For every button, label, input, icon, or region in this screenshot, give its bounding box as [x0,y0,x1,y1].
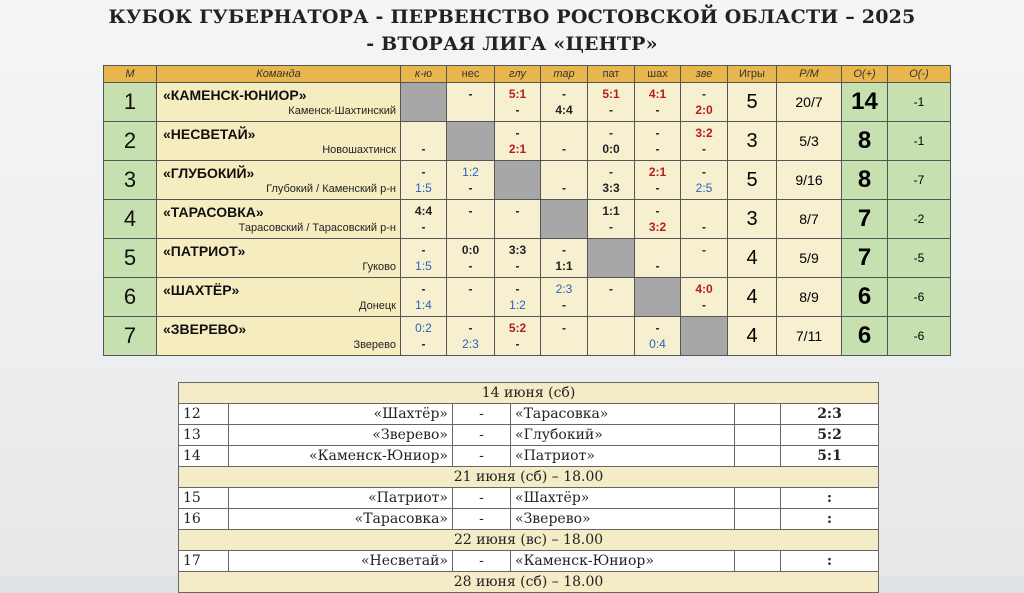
self-match-cell [541,200,588,239]
standings-header-row [104,66,951,83]
penalty-cell: -1 [888,83,951,122]
away-result: 1:2 [509,298,526,312]
result-cell [401,161,447,200]
away-result: 1:5 [415,259,432,273]
standings-row [104,83,951,122]
result-cell [681,161,728,200]
result-cell [447,83,495,122]
points-cell: 14 [842,83,888,122]
games-cell: 5 [728,83,777,122]
home-result: - [468,282,473,296]
spacer-cell [735,551,781,572]
team-name: «ШАХТЁР» [163,282,240,298]
home-result: - [702,165,706,179]
result-cell [681,200,728,239]
away-result: 4:4 [555,103,573,117]
match-date: 14 июня (сб) [179,383,879,404]
schedule-date-row [179,383,879,404]
home-result: - [655,204,660,218]
result-cell [588,83,635,122]
place-cell: 2 [104,122,157,161]
home-team: «Зверево» [229,425,453,446]
place-cell: 3 [104,161,157,200]
away-result: - [515,259,520,273]
home-result: - [421,165,426,179]
away-result: - [515,103,520,117]
away-team: «Глубокий» [511,425,735,446]
standings-row [104,278,951,317]
result-cell [401,317,447,356]
match-separator: - [453,446,511,467]
team-cell [157,122,401,161]
team-cell [157,161,401,200]
home-result: - [655,321,660,335]
points-cell: 6 [842,278,888,317]
result-cell [447,317,495,356]
team-name: «ПАТРИОТ» [163,243,246,259]
goals-cell: 5/9 [777,239,842,278]
schedule-date-row [179,572,879,593]
away-result: - [655,103,660,117]
schedule-date-row [179,530,879,551]
result-cell [495,200,541,239]
away-result: 0:0 [602,142,620,156]
team-name: «КАМЕНСК-ЮНИОР» [163,87,307,103]
standings-row [104,161,951,200]
away-result: - [609,103,613,117]
result-cell [588,161,635,200]
match-number: 13 [179,425,229,446]
match-date: 21 июня (сб) – 18.00 [179,467,879,488]
home-result: 5:1 [508,87,527,101]
header-games: Игры [728,66,777,83]
result-cell [588,317,635,356]
away-result: 1:1 [555,259,573,273]
spacer-cell [735,488,781,509]
match-separator: - [453,404,511,425]
home-result: - [702,87,706,101]
team-city: Каменск-Шахтинский [288,105,396,117]
team-name: «ЗВЕРЕВО» [163,321,247,337]
schedule-match-row [179,509,879,530]
away-result: - [702,298,706,312]
team-city: Зверево [353,339,396,351]
away-result: 2:3 [462,337,479,351]
schedule-match-row [179,551,879,572]
header-nes: нес [447,66,495,83]
goals-cell: 9/16 [777,161,842,200]
title-line-1: КУБОК ГУБЕРНАТОРА - ПЕРВЕНСТВО РОСТОВСКОЙ ОБЛАСТИ – 2025 [108,6,916,28]
team-cell [157,317,401,356]
header-tar: тар [541,66,588,83]
games-cell: 4 [728,239,777,278]
penalty-cell: -1 [888,122,951,161]
match-separator: - [453,509,511,530]
result-cell [447,161,495,200]
standings-row [104,200,951,239]
team-city: Тарасовский / Тарасовский р-н [238,222,396,234]
away-team: «Тарасовка» [511,404,735,425]
result-cell [635,239,681,278]
away-result: 2:1 [508,142,527,156]
home-result: 5:2 [508,321,527,335]
match-score: : [781,488,879,509]
away-result: - [421,337,426,351]
spacer-cell [735,425,781,446]
games-cell: 3 [728,200,777,239]
match-separator: - [453,488,511,509]
result-cell [635,200,681,239]
result-cell [681,278,728,317]
home-result: - [468,87,473,101]
schedule-date-row [179,467,879,488]
away-result: - [421,142,426,156]
result-cell [541,122,588,161]
match-separator: - [453,551,511,572]
penalty-cell: -5 [888,239,951,278]
match-number: 12 [179,404,229,425]
home-result: 4:1 [648,87,667,101]
result-cell [401,278,447,317]
points-cell: 8 [842,122,888,161]
team-city: Глубокий / Каменский р-н [266,183,396,195]
standings-row [104,317,951,356]
home-result: 1:2 [462,165,479,179]
schedule-match-row [179,404,879,425]
home-result: - [655,126,660,140]
match-number: 17 [179,551,229,572]
result-cell [401,239,447,278]
points-cell: 6 [842,317,888,356]
header-rm: Р/М [777,66,842,83]
spacer-cell [735,404,781,425]
match-number: 15 [179,488,229,509]
result-cell [495,122,541,161]
away-result: - [702,220,706,234]
points-cell: 7 [842,239,888,278]
home-result: 2:1 [648,165,667,179]
away-result: 1:4 [415,298,432,312]
away-result: 2:5 [695,181,713,195]
home-result: - [562,321,566,335]
team-name: «ТАРАСОВКА» [163,204,264,220]
home-team: «Патриот» [229,488,453,509]
match-number: 16 [179,509,229,530]
away-result: - [655,259,660,273]
goals-cell: 5/3 [777,122,842,161]
match-separator: - [453,425,511,446]
home-result: - [609,282,613,296]
home-result: - [468,204,473,218]
result-cell [541,161,588,200]
schedule-match-row [179,446,879,467]
away-result: - [562,142,566,156]
home-team: «Шахтёр» [229,404,453,425]
penalty-cell: -7 [888,161,951,200]
away-result: - [421,220,426,234]
away-result: - [702,142,706,156]
self-match-cell [681,317,728,356]
goals-cell: 8/9 [777,278,842,317]
home-result: - [702,243,706,257]
self-match-cell [447,122,495,161]
goals-cell: 20/7 [777,83,842,122]
home-team: «Тарасовка» [229,509,453,530]
result-cell [635,161,681,200]
home-result: - [421,282,426,296]
match-score: 5:2 [781,425,879,446]
home-result: 2:3 [555,282,573,296]
goals-cell: 7/11 [777,317,842,356]
team-name: «НЕСВЕТАЙ» [163,126,256,142]
team-city: Новошахтинск [322,144,396,156]
result-cell [447,200,495,239]
match-date: 28 июня (сб) – 18.00 [179,572,879,593]
games-cell: 4 [728,317,777,356]
away-result: - [655,181,660,195]
team-cell [157,278,401,317]
away-result: - [609,220,613,234]
home-team: «Несветай» [229,551,453,572]
schedule-table [178,382,879,593]
result-cell [681,122,728,161]
away-result: - [655,142,660,156]
match-number: 14 [179,446,229,467]
result-cell [541,239,588,278]
match-score: : [781,509,879,530]
result-cell [681,239,728,278]
place-cell: 6 [104,278,157,317]
place-cell: 7 [104,317,157,356]
penalty-cell: -6 [888,317,951,356]
home-result: 4:0 [695,282,713,296]
self-match-cell [635,278,681,317]
header-points-minus: О(-) [888,66,951,83]
spacer-cell [735,446,781,467]
result-cell [588,122,635,161]
home-result: 4:4 [414,204,433,218]
away-result: 2:0 [695,103,713,117]
result-cell [401,122,447,161]
header-glu: глу [495,66,541,83]
self-match-cell [495,161,541,200]
away-result: - [468,181,473,195]
result-cell [447,239,495,278]
home-result: 5:1 [602,87,620,101]
team-city: Гуково [362,261,396,273]
home-result: 0:2 [415,321,432,335]
result-cell [447,278,495,317]
header-points-plus: О(+) [842,66,888,83]
home-result: - [562,243,566,257]
home-result: - [515,282,520,296]
games-cell: 3 [728,122,777,161]
header-m: М [104,66,157,83]
result-cell [401,200,447,239]
home-result: - [562,87,566,101]
away-result: 3:3 [602,181,620,195]
result-cell [588,278,635,317]
place-cell: 5 [104,239,157,278]
match-date: 22 июня (вс) – 18.00 [179,530,879,551]
away-result: 1:5 [415,181,432,195]
home-result: 1:1 [602,204,620,218]
points-cell: 8 [842,161,888,200]
standings-row [104,239,951,278]
place-cell: 1 [104,83,157,122]
home-result: 3:3 [508,243,527,257]
away-result: - [515,337,520,351]
self-match-cell [588,239,635,278]
away-team: «Каменск-Юниор» [511,551,735,572]
team-cell [157,200,401,239]
schedule-match-row [179,425,879,446]
result-cell [588,200,635,239]
penalty-cell: -2 [888,200,951,239]
self-match-cell [401,83,447,122]
team-cell [157,83,401,122]
result-cell [495,239,541,278]
header-k-yu: к-ю [401,66,447,83]
result-cell [541,278,588,317]
result-cell [635,83,681,122]
header-team: Команда [157,66,401,83]
place-cell: 4 [104,200,157,239]
standings-table [103,65,951,356]
away-result: - [468,259,473,273]
home-result: - [515,204,520,218]
away-result: - [562,181,566,195]
home-result: 0:0 [461,243,480,257]
away-result: - [562,298,566,312]
away-team: «Патриот» [511,446,735,467]
penalty-cell: -6 [888,278,951,317]
result-cell [495,317,541,356]
home-result: - [609,165,613,179]
games-cell: 5 [728,161,777,200]
result-cell [541,83,588,122]
team-name: «ГЛУБОКИЙ» [163,165,255,181]
games-cell: 4 [728,278,777,317]
away-result: 3:2 [648,220,667,234]
home-result: - [609,126,613,140]
result-cell [635,317,681,356]
match-score: 2:3 [781,404,879,425]
team-cell [157,239,401,278]
spacer-cell [735,509,781,530]
home-result: - [421,243,426,257]
schedule-match-row [179,488,879,509]
result-cell [635,122,681,161]
home-result: - [515,126,520,140]
result-cell [541,317,588,356]
home-team: «Каменск-Юниор» [229,446,453,467]
standings-row [104,122,951,161]
header-pat: пат [588,66,635,83]
away-team: «Шахтёр» [511,488,735,509]
away-result: 0:4 [649,337,666,351]
points-cell: 7 [842,200,888,239]
title-line-2: - ВТОРАЯ ЛИГА «ЦЕНТР» [366,33,658,55]
home-result: 3:2 [695,126,713,140]
header-shakh: шах [635,66,681,83]
away-team: «Зверево» [511,509,735,530]
result-cell [681,83,728,122]
goals-cell: 8/7 [777,200,842,239]
match-score: 5:1 [781,446,879,467]
result-cell [495,278,541,317]
team-city: Донецк [359,300,396,312]
home-result: - [468,321,473,335]
match-score: : [781,551,879,572]
result-cell [495,83,541,122]
header-zve: зве [681,66,728,83]
